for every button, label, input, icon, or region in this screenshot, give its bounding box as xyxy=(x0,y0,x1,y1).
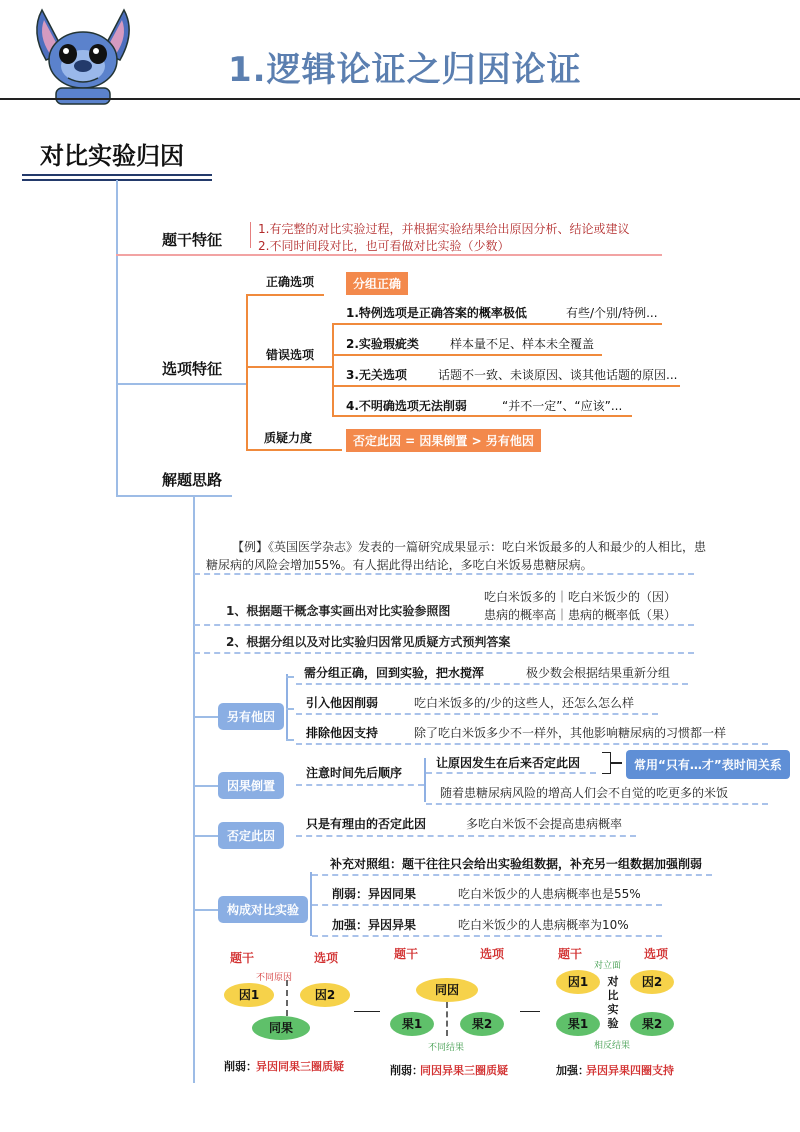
branch-line xyxy=(194,716,218,718)
diagram-1-option: 选项 xyxy=(314,951,339,965)
diagram-2-caption: 同因异果三圈质疑 xyxy=(420,1064,508,1077)
section-title: 对比实验归因 xyxy=(40,142,184,170)
row-divider xyxy=(296,713,658,715)
branch-tick xyxy=(286,739,294,741)
cause-1-circle: 因1 xyxy=(224,983,274,1007)
diagram-3-middle-label: 对比实验 xyxy=(607,975,619,1030)
contrast-row-2-note: 吃白米饭少的人患病概率为10% xyxy=(458,918,629,932)
example-divider xyxy=(194,573,694,575)
row-divider xyxy=(296,743,768,745)
diagram-1-top-note: 不同原因 xyxy=(256,973,293,983)
reverse-callout: 常用“只有…才”表时间关系 xyxy=(626,750,790,779)
options-bracket xyxy=(246,294,248,450)
connector-line xyxy=(610,762,622,764)
row-divider xyxy=(426,803,768,805)
reverse-title: 注意时间先后顺序 xyxy=(306,766,403,780)
branch-line xyxy=(194,785,218,787)
example-line-2: 糖尿病的风险会增加55%。有人据此得出结论，多吃白米饭易患糖尿病。 xyxy=(206,558,593,572)
row-divider xyxy=(426,772,596,774)
wrong-item-note: “并不一定”、“应该”... xyxy=(502,399,623,413)
diagram-3-caption-prefix: 加强： xyxy=(556,1064,589,1077)
strength-underline xyxy=(246,449,342,451)
wrong-item-line xyxy=(332,415,632,417)
example-line-1: 【例】《英国医学杂志》发表的一篇研究成果显示：吃白米饭最多的人和最少的人相比，患 xyxy=(232,540,707,554)
wrong-underline xyxy=(246,366,332,368)
header-divider xyxy=(0,98,800,100)
negate-note: 多吃白米饭不会提高患病概率 xyxy=(466,817,623,831)
row-divider xyxy=(312,904,662,906)
approach-underline xyxy=(116,495,232,497)
row-divider xyxy=(296,835,636,837)
row-divider xyxy=(312,874,712,876)
wrong-item-note: 话题不一致、未谈原因、谈其他话题的原因... xyxy=(438,368,678,382)
effect-1-circle: 果1 xyxy=(556,1012,600,1036)
section-underline xyxy=(22,174,212,176)
diagram-1-caption: 异因同果三圈质疑 xyxy=(256,1060,344,1073)
negate-title: 只是有理由的否定此因 xyxy=(306,817,427,831)
other-cause-note: 除了吃白米饭多少不一样外，其他影响糖尿病的习惯都一样 xyxy=(414,726,727,740)
diagram-3-bottom-note: 相反结果 xyxy=(594,1041,631,1051)
diagram-3-top-note: 对立面 xyxy=(594,961,622,971)
diagram-separator xyxy=(520,1011,540,1012)
other-cause-title: 需分组正确，回到实验，把水搅浑 xyxy=(304,666,485,680)
other-cause-title: 排除他因支持 xyxy=(306,726,379,740)
approach-label: 解题思路 xyxy=(162,471,223,489)
diagram-2-bottom-note: 不同结果 xyxy=(428,1043,465,1053)
page-title: 1.逻辑论证之归因论证 xyxy=(228,50,582,90)
same-effect-circle: 同果 xyxy=(252,1016,310,1040)
effect-2-circle: 果2 xyxy=(630,1012,674,1036)
contrast-row-1-title: 削弱：异因同果 xyxy=(332,887,417,901)
step-1: 1、根据题干概念事实画出对比实验参照图 xyxy=(226,604,451,618)
wrong-item-title: 1.特例选项是正确答案的概率极低 xyxy=(346,306,527,320)
options-underline xyxy=(116,383,246,385)
strength-tag: 否定此因 = 因果倒置 > 另有他因 xyxy=(346,429,541,452)
diagram-3-stem: 题干 xyxy=(558,947,583,961)
diagram-2-divider xyxy=(446,1002,448,1036)
options-label: 选项特征 xyxy=(162,360,223,378)
reverse-note: 随着患糖尿病风险的增高人们会不自觉的吃更多的米饭 xyxy=(440,786,729,800)
diagram-separator xyxy=(354,1011,380,1012)
other-cause-title: 引入他因削弱 xyxy=(306,696,379,710)
cause-1-circle: 因1 xyxy=(556,970,600,994)
negate-label: 否定此因 xyxy=(218,822,284,849)
cause-2-circle: 因2 xyxy=(300,983,350,1007)
diagram-1-divider xyxy=(286,980,288,1016)
same-cause-circle: 同因 xyxy=(416,978,478,1002)
other-cause-note: 吃白米饭多的/少的这些人，还怎么怎么样 xyxy=(414,696,635,710)
branch-tick xyxy=(286,708,294,710)
effect-1-circle: 果1 xyxy=(390,1012,434,1036)
step-1-divider xyxy=(194,624,694,626)
stem-underline xyxy=(116,254,662,256)
reverse-label: 因果倒置 xyxy=(218,772,284,799)
row-divider xyxy=(312,935,662,937)
stem-line-1: 1.有完整的对比实验过程，并根据实验结果给出原因分析、结论或建议 xyxy=(258,222,630,236)
correct-tag: 分组正确 xyxy=(346,272,408,295)
diagram-3-option: 选项 xyxy=(644,947,669,961)
tree-trunk xyxy=(116,180,118,496)
contrast-row-2-title: 加强：异因异果 xyxy=(332,918,417,932)
stem-line-2: 2.不同时间段对比，也可看做对比实验（少数） xyxy=(258,239,510,253)
wrong-bracket xyxy=(332,323,334,415)
approach-trunk xyxy=(193,495,195,1083)
contrast-row-1-note: 吃白米饭少的人患病概率也是55% xyxy=(458,887,641,901)
contrast-title: 补充对照组：题干往往只会给出实验组数据，补充另一组数据加强削弱 xyxy=(330,857,703,871)
wrong-item-note: 样本量不足、样本未全覆盖 xyxy=(450,337,595,351)
diagram-1-caption-prefix: 削弱： xyxy=(224,1060,257,1073)
effect-2-circle: 果2 xyxy=(460,1012,504,1036)
correct-underline xyxy=(246,294,324,296)
branch-line xyxy=(194,835,218,837)
other-cause-label: 另有他因 xyxy=(218,703,284,730)
stem-label: 题干特征 xyxy=(162,231,223,249)
other-cause-note: 极少数会根据结果重新分组 xyxy=(526,666,671,680)
stem-bracket xyxy=(250,222,251,248)
diagram-2-caption-prefix: 削弱： xyxy=(390,1064,423,1077)
step-2-divider xyxy=(194,652,694,654)
wrong-label: 错误选项 xyxy=(266,348,315,362)
other-cause-bracket xyxy=(286,674,288,740)
step-2: 2、根据分组以及对比实验归因常见质疑方式预判答案 xyxy=(226,635,511,649)
diagram-2-option: 选项 xyxy=(480,947,505,961)
correct-label: 正确选项 xyxy=(266,275,315,289)
branch-line xyxy=(194,909,218,911)
diagram-3-caption: 异因异果四圈支持 xyxy=(586,1064,674,1077)
wrong-item-title: 2.实验瑕疵类 xyxy=(346,337,419,351)
reverse-bracket xyxy=(424,758,426,802)
row-divider xyxy=(296,683,688,685)
mascot-avatar xyxy=(28,2,138,106)
branch-tick xyxy=(286,676,294,678)
step-1-effect: 患病的概率高｜患病的概率低（果） xyxy=(484,608,677,622)
wrong-item-line xyxy=(332,354,602,356)
wrong-item-line xyxy=(332,385,680,387)
wrong-item-note: 有些/个别/特例... xyxy=(566,306,658,320)
contrast-label: 构成对比实验 xyxy=(218,896,308,923)
wrong-item-title: 3.无关选项 xyxy=(346,368,407,382)
reverse-sub-1: 让原因发生在后来否定此因 xyxy=(436,756,581,770)
step-1-cause: 吃白米饭多的｜吃白米饭少的（因） xyxy=(484,590,677,604)
strength-label: 质疑力度 xyxy=(264,431,313,445)
wrong-item-line xyxy=(332,323,662,325)
cause-2-circle: 因2 xyxy=(630,970,674,994)
wrong-item-title: 4.不明确选项无法削弱 xyxy=(346,399,467,413)
diagram-1-stem: 题干 xyxy=(230,951,255,965)
row-divider xyxy=(296,784,424,786)
diagram-2-stem: 题干 xyxy=(394,947,419,961)
